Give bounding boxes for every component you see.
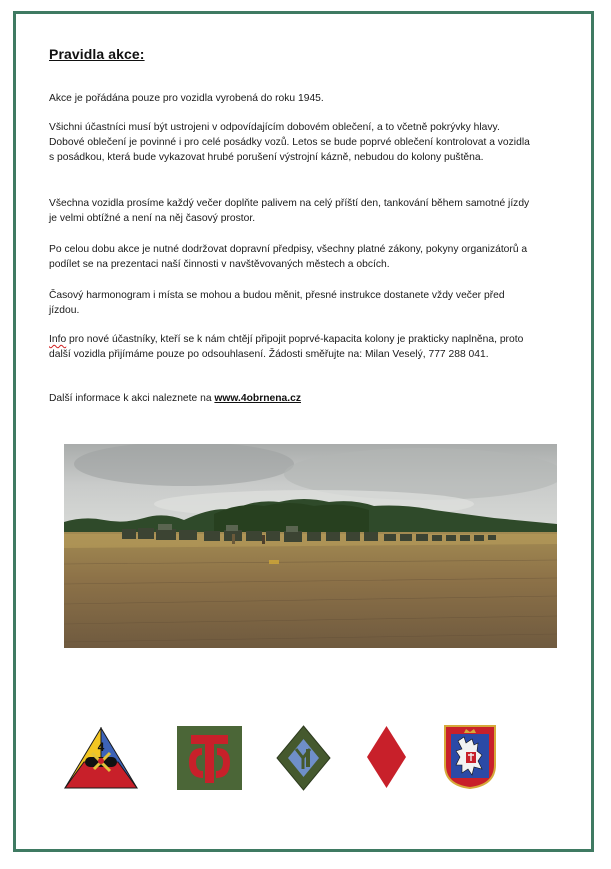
page-title: Pravidla akce: (49, 46, 145, 62)
new-participants-text: pro nové účastníky, kteří se k nám chtějí připojit poprvé-kapacita kolony je prakticky naplněna, proto další vozidla přijímáme pouze po odsouhlasení. Žádosti směřujte na: Milan Veselý, 777 288 041. (49, 334, 524, 360)
armored-number: 4 (97, 740, 105, 754)
rule-uniform: Všichni účastníci musí být ustrojeni v odpovídajícím dobovém oblečení, a to včetně pokrývky hlavy. Dobové oblečení je povinné i pro celé posádky vozů. Letos se bude poprvé oblečení kontrolovat a vozidla s posádkou, která bude vykazovat hrubé porušení výstrojní kázně, nebudou do kolony puštěna. (49, 122, 530, 163)
website-link[interactable]: www.4obrnena.cz (214, 393, 301, 404)
red-diamond-badge (366, 725, 407, 789)
ninetieth-division-badge (177, 726, 242, 790)
rule-schedule: Časový harmonogram i místa se mohou a budou měnit, přesné instrukce dostanete vždy večer před jízdou. (49, 290, 505, 316)
info-word: Info (49, 334, 67, 345)
rule-fuel: Všechna vozidla prosíme každý večer doplňte palivem na celý příští den, tankování během samotné jízdy je velmi obtížné a není na něj časový prostor. (49, 198, 530, 224)
rule-vehicles: Akce je pořádána pouze pro vozidla vyrobená do roku 1945. (49, 93, 324, 104)
czechoslovak-lion-emblem (444, 725, 496, 789)
more-info (49, 391, 301, 406)
rule-traffic: Po celou dobu akce je nutné dodržovat dopravní předpisy, všechny platné zákony, pokyny organizátorů a podílet se na prezentaci naší činnosti v navštěvovaných městech a obcích. (49, 244, 528, 270)
rule-new-participants (49, 332, 532, 362)
sixteenth-division-badge (276, 725, 331, 791)
rules-section (49, 46, 532, 404)
more-info-text: Další informace k akci naleznete na (49, 393, 215, 404)
convoy-photo (64, 444, 557, 648)
armored-division-badge (64, 727, 138, 789)
